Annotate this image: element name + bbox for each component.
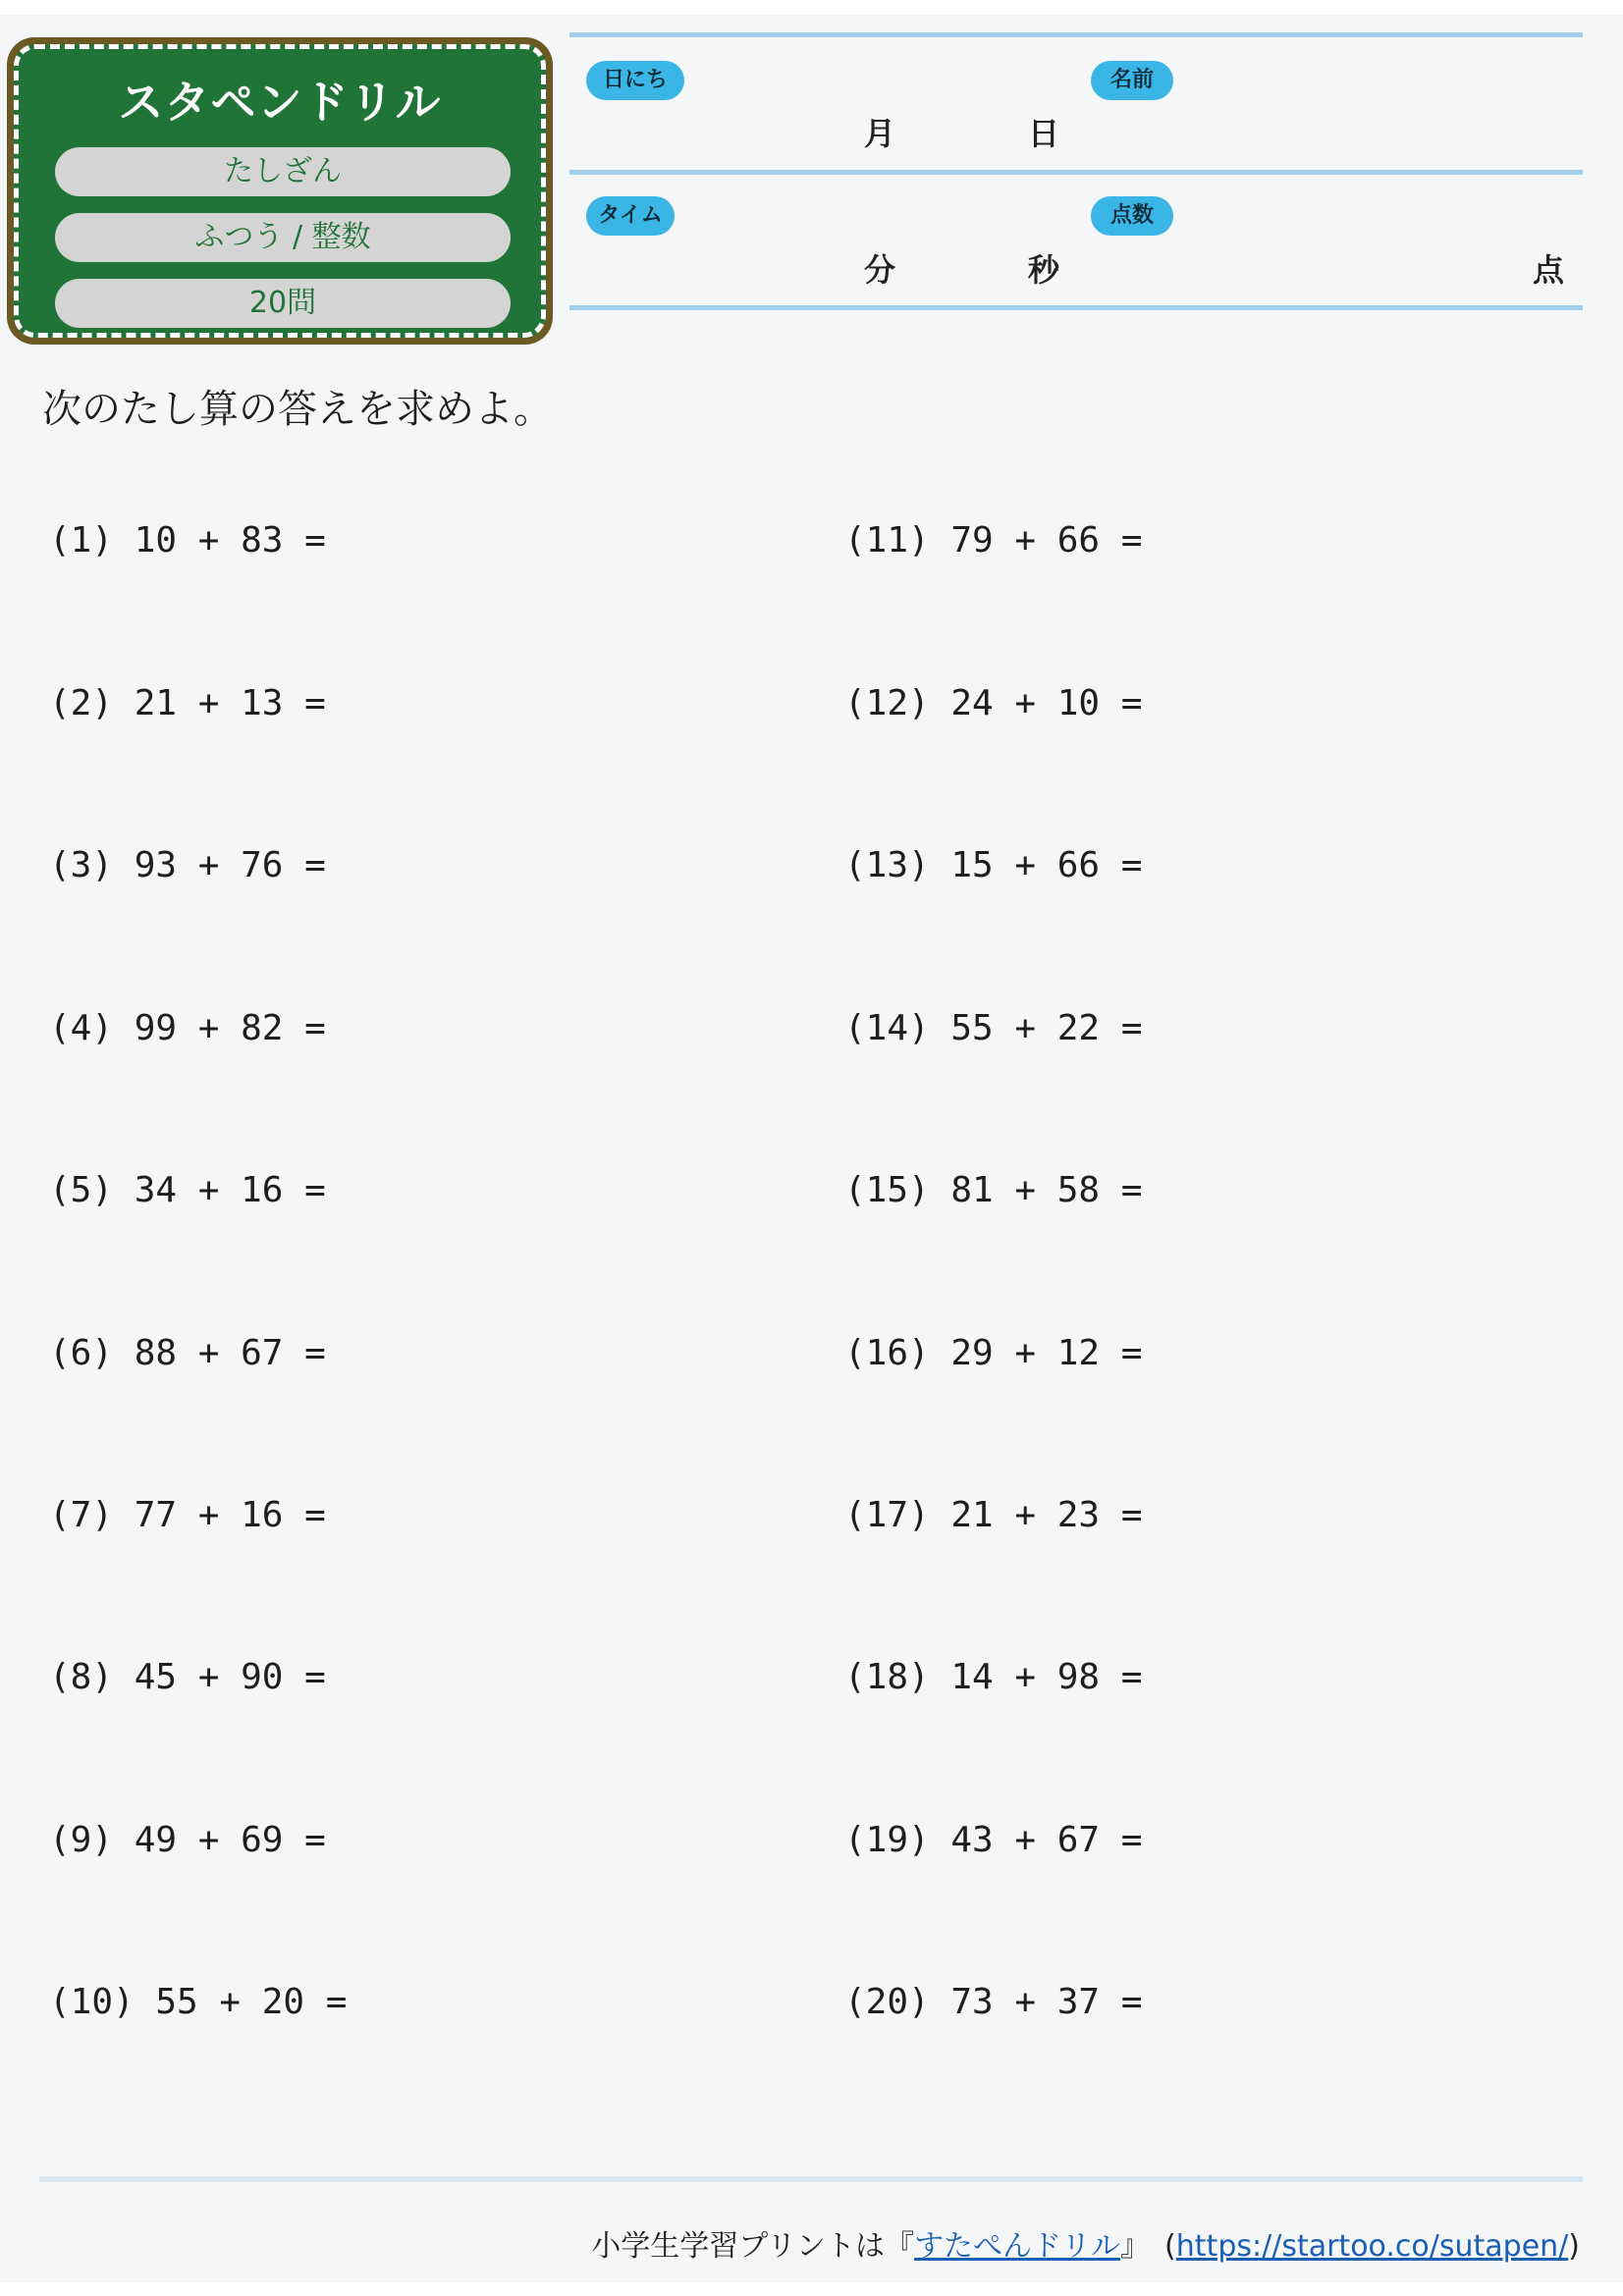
problem-12: (12) 24 + 10 =	[844, 683, 1143, 723]
problem-5: (5) 34 + 16 =	[49, 1170, 326, 1210]
problem-11: (11) 79 + 66 =	[844, 520, 1143, 561]
day-unit: 日	[1028, 115, 1060, 152]
footer-close: )	[1568, 2229, 1580, 2264]
footer-suffix: 』 (	[1120, 2229, 1176, 2264]
problem-9: (9) 49 + 69 =	[49, 1820, 326, 1860]
problem-7: (7) 77 + 16 =	[49, 1495, 326, 1535]
score-tag: 点数	[1091, 196, 1173, 236]
problem-14: (14) 55 + 22 =	[844, 1008, 1143, 1048]
problem-3: (3) 93 + 76 =	[49, 845, 326, 885]
instruction-text: 次のたし算の答えを求めよ。	[42, 387, 553, 432]
level-badge: ふつう / 整数	[55, 213, 511, 262]
header-rule-top	[569, 32, 1583, 37]
score-unit: 点	[1533, 251, 1565, 289]
problem-13: (13) 15 + 66 =	[844, 845, 1143, 885]
problem-19: (19) 43 + 67 =	[844, 1820, 1143, 1860]
problem-10: (10) 55 + 20 =	[49, 1982, 348, 2022]
header-rule-middle	[569, 170, 1583, 175]
problem-4: (4) 99 + 82 =	[49, 1008, 326, 1048]
subject-badge: たしざん	[55, 147, 511, 196]
problem-2: (2) 21 + 13 =	[49, 683, 326, 723]
name-tag: 名前	[1091, 61, 1173, 100]
footer-text	[591, 2221, 1580, 2265]
site-link[interactable]: すたぺんドリル	[914, 2229, 1121, 2264]
time-tag: タイム	[586, 196, 675, 236]
drill-title: スタペンドリル	[118, 76, 442, 129]
problem-6: (6) 88 + 67 =	[49, 1333, 326, 1373]
problem-1: (1) 10 + 83 =	[49, 520, 326, 561]
date-tag: 日にち	[586, 61, 684, 100]
header-rule-bottom	[569, 305, 1583, 310]
problem-17: (17) 21 + 23 =	[844, 1495, 1143, 1535]
problem-20: (20) 73 + 37 =	[844, 1982, 1143, 2022]
drill-title-card	[7, 37, 553, 345]
minute-unit: 分	[864, 251, 896, 289]
footer-rule	[39, 2176, 1583, 2182]
month-unit: 月	[864, 115, 896, 152]
worksheet-page	[0, 15, 1623, 2282]
footer-prefix: 小学生学習プリントは『	[591, 2229, 915, 2264]
drill-title-card-inner	[14, 44, 546, 338]
question-count-badge: 20問	[55, 279, 511, 328]
second-unit: 秒	[1028, 251, 1060, 289]
problem-8: (8) 45 + 90 =	[49, 1657, 326, 1697]
problem-18: (18) 14 + 98 =	[844, 1657, 1143, 1697]
url-link[interactable]: https://startoo.co/sutapen/	[1175, 2229, 1569, 2264]
problem-15: (15) 81 + 58 =	[844, 1170, 1143, 1210]
problem-16: (16) 29 + 12 =	[844, 1333, 1143, 1373]
